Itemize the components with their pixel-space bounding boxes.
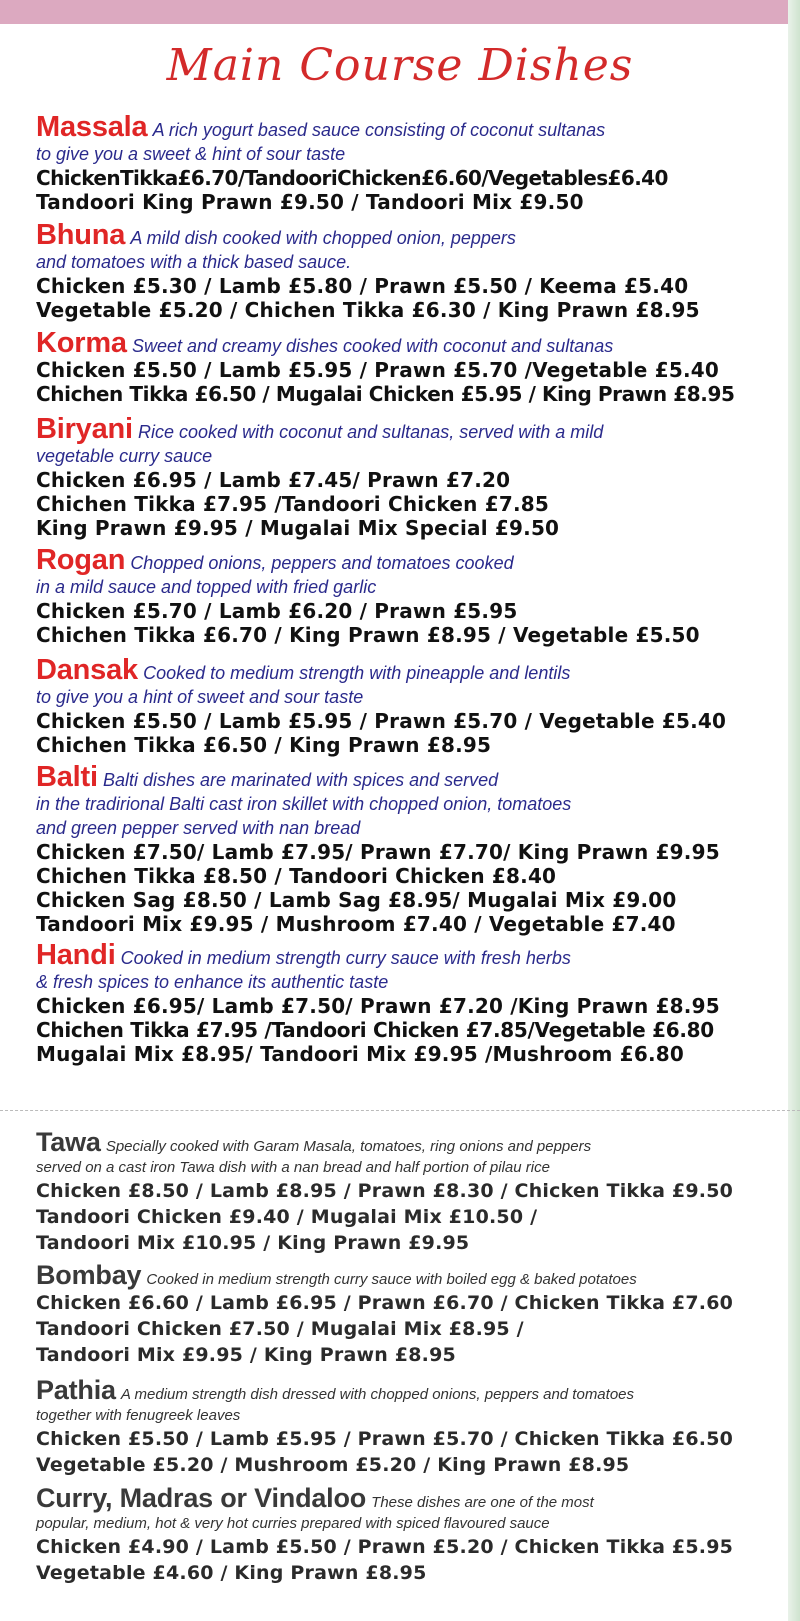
dish-description: Cooked to medium strength with pineapple and lentils — [143, 663, 571, 683]
dish-name: Korma — [36, 327, 127, 359]
price-line: Chicken £8.50 / Lamb £8.95 / Prawn £8.30 / Chicken Tikka £9.50 — [36, 1180, 734, 1202]
dish-description: to give you a hint of sweet and sour taste — [36, 687, 364, 708]
dish-name: Bhuna — [36, 219, 126, 251]
dish-name: Tawa — [36, 1127, 101, 1157]
price-line: Chicken £5.50 / Lamb £5.95 / Prawn £5.70 / Chicken Tikka £6.50 — [36, 1428, 734, 1450]
dish-pathia — [36, 1376, 756, 1478]
price-line: Chicken £5.50 / Lamb £5.95 / Prawn £5.70 / Vegetable £5.40 — [36, 709, 727, 734]
price-line: Chicken £6.95 / Lamb £7.45/ Prawn £7.20 — [36, 468, 511, 493]
price-line: Tandoori Chicken £9.40 / Mugalai Mix £10.50 / — [36, 1206, 538, 1228]
dish-bombay — [36, 1261, 756, 1368]
dish-description: and tomatoes with a thick based sauce. — [36, 252, 352, 273]
dish-description: & fresh spices to enhance its authentic taste — [36, 972, 389, 993]
dish-bhuna — [36, 220, 756, 322]
dish-description: Cooked in medium strength curry sauce with fresh herbs — [120, 948, 571, 968]
right-edge-strip — [788, 0, 800, 1621]
page-title: Main Course Dishes — [166, 40, 634, 91]
dish-description: to give you a sweet & hint of sour taste — [36, 144, 346, 165]
dish-description: and green pepper served with nan bread — [36, 818, 361, 839]
price-line: Chicken £6.95/ Lamb £7.50/ Prawn £7.20 /King Prawn £8.95 — [36, 994, 720, 1019]
dish-name: Curry, Madras or Vindaloo — [36, 1483, 367, 1513]
dish-handi — [36, 940, 756, 1066]
price-line: Chicken Sag £8.50 / Lamb Sag £8.95/ Mugalai Mix £9.00 — [36, 888, 677, 913]
dish-name: Biryani — [36, 413, 133, 445]
dish-description: in a mild sauce and topped with fried garlic — [36, 577, 377, 598]
price-line: Mugalai Mix £8.95/ Tandoori Mix £9.95 /Mushroom £6.80 — [36, 1042, 684, 1067]
dish-description: Rice cooked with coconut and sultanas, served with a mild — [138, 422, 604, 442]
dish-description: A mild dish cooked with chopped onion, peppers — [130, 228, 516, 248]
dish-name: Rogan — [36, 544, 126, 576]
section-divider — [0, 1110, 800, 1111]
price-line: Chicken £4.90 / Lamb £5.50 / Prawn £5.20 / Chicken Tikka £5.95 — [36, 1536, 734, 1558]
price-line: Tandoori King Prawn £9.50 / Tandoori Mix £9.50 — [36, 190, 584, 215]
dish-biryani — [36, 414, 756, 540]
dish-tawa — [36, 1128, 756, 1256]
price-line: Tandoori Mix £9.95 / Mushroom £7.40 / Vegetable £7.40 — [36, 912, 676, 937]
price-line: Chicken £5.30 / Lamb £5.80 / Prawn £5.50 / Keema £5.40 — [36, 274, 689, 299]
dish-description: Balti dishes are marinated with spices and served — [102, 770, 499, 790]
dish-description: Cooked in medium strength curry sauce with boiled egg & baked potatoes — [146, 1271, 637, 1288]
price-line: Tandoori Mix £10.95 / King Prawn £9.95 — [36, 1232, 470, 1254]
price-line: Vegetable £5.20 / Mushroom £5.20 / King Prawn £8.95 — [36, 1454, 630, 1476]
dish-description: A medium strength dish dressed with chopped onions, peppers and tomatoes — [120, 1386, 635, 1403]
price-line: Chicken £7.50/ Lamb £7.95/ Prawn £7.70/ King Prawn £9.95 — [36, 840, 720, 865]
price-line: Chichen Tikka £6.50 / Mugalai Chicken £5.95 / King Prawn £8.95 — [36, 382, 735, 407]
price-line: Chichen Tikka £6.70 / King Prawn £8.95 / Vegetable £5.50 — [36, 623, 700, 648]
dish-rogan — [36, 545, 756, 647]
dish-description: served on a cast iron Tawa dish with a nan bread and half portion of pilau rice — [36, 1159, 550, 1176]
dish-description: A rich yogurt based sauce consisting of coconut sultanas — [152, 120, 606, 140]
price-line: Tandoori Chicken £7.50 / Mugalai Mix £8.95 / — [36, 1318, 524, 1340]
price-line: ChickenTikka£6.70/TandooriChicken£6.60/Vegetables£6.40 — [36, 166, 668, 191]
price-line: Chicken £6.60 / Lamb £6.95 / Prawn £6.70 / Chicken Tikka £7.60 — [36, 1292, 734, 1314]
dish-description: Chopped onions, peppers and tomatoes cooked — [130, 553, 514, 573]
dish-name: Balti — [36, 761, 98, 793]
dish-dansak — [36, 655, 756, 757]
dish-description: Specially cooked with Garam Masala, tomatoes, ring onions and peppers — [105, 1138, 592, 1155]
price-line: Chichen Tikka £8.50 / Tandoori Chicken £8.40 — [36, 864, 557, 889]
dish-description: These dishes are one of the most — [371, 1494, 594, 1511]
dish-curry-madras-vindaloo — [36, 1484, 756, 1586]
price-line: Chicken £5.50 / Lamb £5.95 / Prawn £5.70 /Vegetable £5.40 — [36, 358, 719, 383]
dish-name: Bombay — [36, 1260, 142, 1290]
dish-description: in the tradirional Balti cast iron skillet with chopped onion, tomatoes — [36, 794, 572, 815]
dish-name: Handi — [36, 939, 116, 971]
price-line: King Prawn £9.95 / Mugalai Mix Special £9.50 — [36, 516, 560, 541]
price-line: Chicken £5.70 / Lamb £6.20 / Prawn £5.95 — [36, 599, 518, 624]
price-line: Tandoori Mix £9.95 / King Prawn £8.95 — [36, 1344, 456, 1366]
price-line: Vegetable £5.20 / Chichen Tikka £6.30 / King Prawn £8.95 — [36, 298, 700, 323]
dish-description: Sweet and creamy dishes cooked with coconut and sultanas — [131, 336, 614, 356]
dish-description: vegetable curry sauce — [36, 446, 213, 467]
dish-description: together with fenugreek leaves — [36, 1407, 241, 1424]
dish-korma — [36, 328, 756, 406]
price-line: Vegetable £4.60 / King Prawn £8.95 — [36, 1562, 427, 1584]
dish-name: Dansak — [36, 654, 138, 686]
dish-massala — [36, 112, 756, 214]
dish-balti — [36, 762, 756, 936]
dish-name: Massala — [36, 111, 148, 143]
price-line: Chichen Tikka £7.95 /Tandoori Chicken £7.85/Vegetable £6.80 — [36, 1018, 714, 1043]
dish-name: Pathia — [36, 1375, 116, 1405]
price-line: Chichen Tikka £7.95 /Tandoori Chicken £7.85 — [36, 492, 550, 517]
top-pink-band — [0, 0, 800, 24]
dish-description: popular, medium, hot & very hot curries prepared with spiced flavoured sauce — [36, 1515, 550, 1532]
price-line: Chichen Tikka £6.50 / King Prawn £8.95 — [36, 733, 492, 758]
